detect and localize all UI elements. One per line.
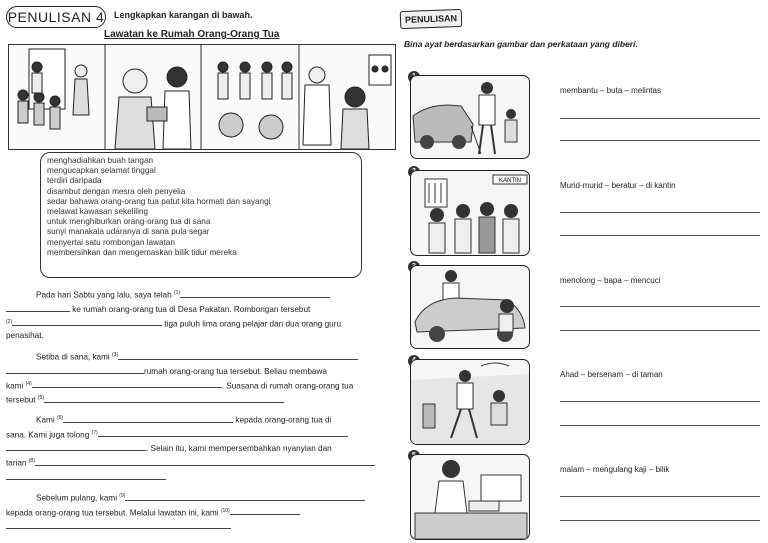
word-bank-item: sunyi manakala udaranya di sana pula segar	[47, 227, 210, 237]
word-bank-item: disambut dengan mesra oleh penyelia	[47, 186, 186, 196]
blank-number: (6)	[56, 415, 64, 421]
picture-2	[410, 170, 530, 256]
answer-blank[interactable]	[125, 491, 365, 501]
answer-blank[interactable]	[35, 456, 375, 466]
word-bank-item: terdiri daripada	[47, 176, 102, 186]
essay-text: tarian	[6, 459, 27, 469]
word-bank-item: mengucapkan selamat tinggal	[47, 166, 156, 176]
essay-text: kepada orang-orang tua tersebut. Melalui lawatan ini, kami	[6, 508, 219, 518]
answer-line[interactable]	[560, 401, 760, 402]
comic-strip	[8, 44, 396, 150]
panel-cleaning	[303, 55, 391, 149]
blank-number: (5)	[37, 395, 44, 402]
kantin-sign: KANTIN	[498, 178, 522, 184]
essay-text: Kami	[36, 415, 55, 425]
essay-text: kepada orang-orang tua di	[235, 415, 332, 425]
cue-words: Murid-murid – beratur – di kantin	[560, 181, 676, 190]
word-bank-item: menyertai satu rombongan lawatan	[47, 237, 175, 247]
blank-number: (3)	[112, 352, 119, 358]
essay-text: sana. Kami juga tolong	[6, 430, 90, 440]
blank-number: (1)	[173, 290, 181, 296]
cue-words: Ahad – bersenam – di taman	[560, 370, 663, 379]
section-badge-right: PENULISAN	[400, 9, 463, 29]
word-bank-item: menghadiahkan buah tangan	[47, 156, 154, 165]
answer-blank[interactable]	[6, 519, 231, 529]
picture-1	[410, 75, 530, 159]
essay-text: . Selain itu, kami mempersembahkan nyanyian dan	[146, 444, 332, 454]
answer-line[interactable]	[560, 118, 760, 119]
section-badge: PENULISAN 4	[6, 6, 106, 28]
word-bank	[40, 152, 362, 278]
word-bank-item: sedar bahawa orang-orang tua patut kita hormati dan sayangi	[47, 196, 271, 206]
answer-blank[interactable]	[6, 441, 146, 451]
essay-paragraph-3	[6, 412, 394, 484]
answer-line[interactable]	[560, 235, 760, 236]
answer-blank[interactable]	[32, 378, 222, 388]
cue-words: malam – mengulang kaji – bilik	[560, 465, 670, 474]
blank-number: (8)	[28, 458, 35, 465]
answer-line[interactable]	[560, 140, 760, 141]
answer-blank[interactable]	[12, 316, 162, 326]
answer-line[interactable]	[560, 212, 760, 213]
blank-number: (4)	[25, 380, 32, 387]
picture-4	[410, 359, 530, 445]
answer-blank[interactable]	[44, 393, 284, 403]
essay-paragraph-1	[6, 287, 394, 342]
essay-text: penasihat.	[6, 331, 44, 341]
panel-gift	[115, 67, 191, 149]
answer-blank[interactable]	[230, 505, 300, 515]
word-bank-item: untuk menghiburkan orang-orang tua di sana	[47, 217, 211, 227]
essay-text: Pada hari Sabtu yang lalu, saya telah	[36, 290, 172, 300]
answer-line[interactable]	[560, 306, 760, 307]
essay-text: tiga puluh lima orang pelajar dan dua orang guru	[164, 319, 342, 329]
blank-number: (7)	[91, 429, 98, 436]
essay-text: ke rumah orang-orang tua di Desa Pakatan. Rombongan tersebut	[72, 304, 311, 314]
answer-blank[interactable]	[180, 288, 330, 298]
instruction-text: Lengkapkan karangan di bawah.	[114, 10, 253, 20]
answer-blank[interactable]	[118, 350, 358, 360]
blank-number: (2)	[6, 318, 13, 325]
cue-words: menolong – bapa – mencuci	[560, 276, 661, 285]
blank-number: (10)	[220, 507, 230, 514]
essay-text: kami	[6, 381, 24, 391]
instruction-text-right: Bina ayat berdasarkan gambar dan perkataan yang diberi.	[404, 39, 638, 49]
essay-paragraph-4	[6, 490, 394, 533]
answer-blank[interactable]	[98, 427, 348, 437]
answer-line[interactable]	[560, 496, 760, 497]
essay-text: . Suasana di rumah orang-orang tua	[221, 381, 354, 391]
picture-5	[410, 454, 530, 540]
answer-blank[interactable]	[6, 470, 166, 480]
panel-welcome	[18, 49, 89, 129]
essay-text: rumah orang-orang tua tersebut. Beliau membawa	[144, 366, 327, 376]
essay-text: tersebut	[6, 396, 36, 406]
word-bank-item: membersihkan dan mengemaskan bilik tidur mereka	[47, 247, 237, 257]
answer-line[interactable]	[560, 330, 760, 331]
essay-text: Sebelum pulang, kami	[36, 493, 118, 503]
word-bank-item: melawat kawasan sekeliling	[47, 207, 149, 217]
answer-blank[interactable]	[63, 413, 233, 423]
essay-text: Setiba di sana, kami	[36, 352, 110, 362]
answer-blank[interactable]	[6, 364, 144, 374]
answer-line[interactable]	[560, 425, 760, 426]
panel-singing	[218, 62, 292, 139]
picture-3	[410, 265, 530, 349]
answer-blank[interactable]	[6, 302, 70, 312]
cue-words: membantu – buta – melintas	[560, 86, 661, 95]
essay-paragraph-2	[6, 349, 394, 407]
blank-number: (9)	[119, 493, 126, 499]
essay-title: Lawatan ke Rumah Orang-Orang Tua	[104, 29, 280, 40]
answer-line[interactable]	[560, 520, 760, 521]
